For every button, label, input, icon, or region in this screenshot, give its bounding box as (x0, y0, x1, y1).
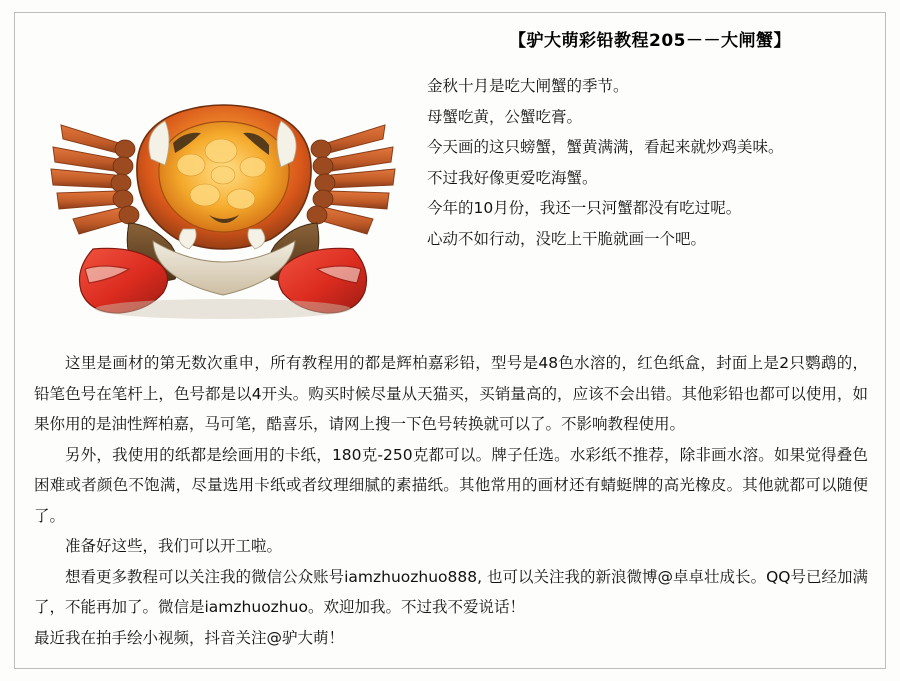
crab-drawing-svg (33, 73, 413, 323)
body-text (34, 348, 868, 653)
paragraph-paper: 另外，我使用的纸都是绘画用的卡纸，180克-250克都可以。牌子任选。水彩纸不推荐，除非画水溶。如果觉得叠色困难或者颜色不饱满，尽量选用卡纸或者纹理细腻的素描纸。其他常用的画材还有蜻蜓牌的高光橡皮。其他就都可以随便了。 (34, 445, 868, 525)
paragraph-douyin: 最近我在拍手绘小视频，抖音关注@驴大萌！ (34, 628, 345, 647)
intro-line-3: 今天画的这只螃蟹，蟹黄满满，看起来就炒鸡美味。 (427, 138, 784, 156)
paragraph-materials: 这里是画材的第无数次重申，所有教程用的都是辉柏嘉彩铅，型号是48色水溶的，红色纸盒，封面上是2只鹦鹉的，铅笔色号在笔杆上，色号都是以4开头。购买时候尽量从天猫买，买销量高的，应该不会出错。其他彩铅也都可以使用，如果你用的是油性辉柏嘉，马可笔，酷喜乐，请网上搜一下色号转换就可以了。不影响教程使用。 (34, 354, 868, 433)
page-title: 【驴大萌彩铅教程205－－大闸蟹】 (509, 31, 791, 51)
intro-line-6: 心动不如行动，没吃上干脆就画一个吧。 (427, 229, 707, 248)
header-area (15, 13, 885, 333)
intro-line-1: 金秋十月是吃大闸蟹的季节。 (427, 77, 629, 95)
paragraph-ready: 准备好这些，我们可以开工啦。 (65, 537, 283, 555)
intro-line-2: 母蟹吃黄，公蟹吃膏。 (427, 107, 583, 126)
paragraph-contact: 想看更多教程可以关注我的微信公众账号iamzhuozhuo888, 也可以关注我的新浪微博@卓卓壮成长。QQ号已经加满了，不能再加了。微信是iamzhuozhuo。欢迎加我。不过我不爱说话！ (34, 567, 868, 616)
intro-line-5: 今年的10月份，我还一只河蟹都没有吃过呢。 (427, 199, 742, 217)
intro-line-4: 不过我好像更爱吃海蟹。 (427, 168, 598, 187)
intro-block (427, 71, 897, 254)
crab-illustration (33, 73, 413, 323)
